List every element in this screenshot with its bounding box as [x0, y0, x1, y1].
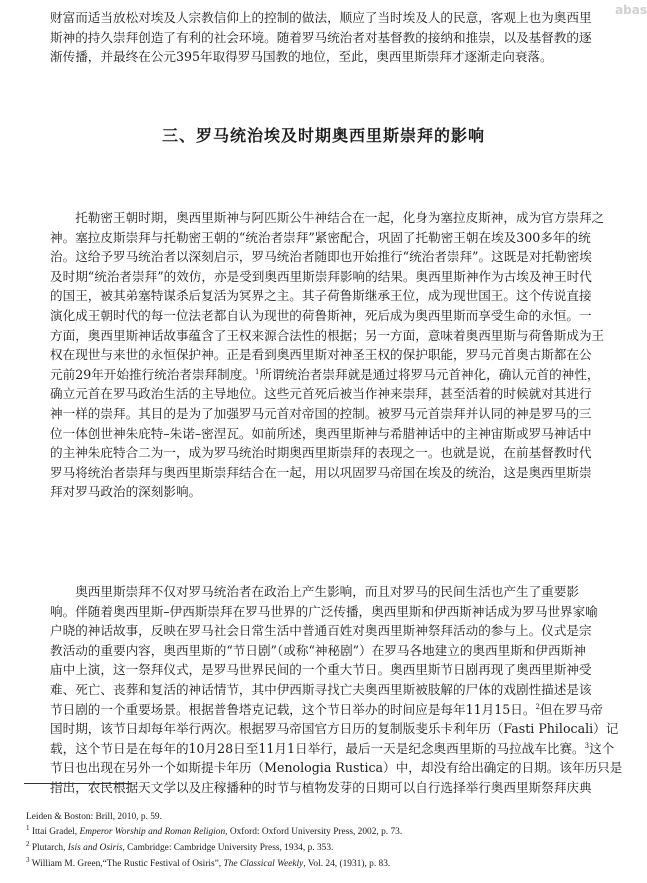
text-line: 节日剧的一个重要场景。根据普鲁塔克记载，这个节日举办的时间应是每年11月15日。$^2$但在罗马帝: [50, 701, 603, 717]
text-line: 拜对罗马政治的深刻影响。: [50, 484, 202, 500]
text-line: 教活动的重要内容，奥西里斯的“节日剧”（或称“神秘剧”）在罗马各地建立的奥西里斯和伊西斯神: [50, 642, 586, 658]
text-line: 罗马将统治者崇拜与奥西里斯崇拜结合在一起，用以巩固罗马帝国在埃及的统治，这是奥西里斯崇: [50, 464, 592, 480]
text-line: 元前29年开始推行统治者崇拜制度。$^1$所谓统治者崇拜就是通过将罗马元首神化，确认元首的神性，: [50, 366, 600, 382]
text-line: 权在现世与来世的永恒保护神。正是看到奥西里斯对神圣王权的保护职能，罗马元首奥古斯都在公: [50, 347, 592, 363]
footnote: $^1$ Ittai Gradel, Emperor Worship and Roman Religion, Oxford: Oxford University Press, 2002, p. 73.: [26, 823, 403, 837]
footnote-reference[interactable]: 1: [254, 367, 260, 376]
text-line: 奥西里斯崇拜不仅对罗马统治者在政治上产生影响，而且对罗马的民间生活也产生了重要影: [50, 584, 579, 599]
footnote-mark: 2: [26, 839, 30, 848]
text-line: 确立元首在罗马政治生活的主导地位。这些元首死后被当作神来崇拜，甚至活着的时候就对其进行: [50, 386, 592, 402]
body-paragraph-1: [50, 208, 624, 502]
text-line: 的主神朱庇特合二为一，成为罗马统治时期奥西里斯崇拜的表现之一。也就是说，在前基督教时代: [50, 445, 592, 461]
intro-paragraph: [50, 8, 624, 67]
footnote-title: Isis and Osiris: [67, 843, 123, 853]
text-line: 治。这给予罗马统治者以深刻启示，罗马统治者随即也开始推行“统治者崇拜”。这既是对托勒密埃: [50, 249, 592, 265]
footnote: $^3$ William M. Green,“The Rustic Festival of Osiris”, The Classical Weekly, Vol. 24, (1931), p. 83.: [26, 855, 391, 869]
footnote: $^2$ Plutarch, Isis and Osiris, Cambridge: Cambridge University Press, 1934, p. 353.: [26, 839, 334, 853]
text-line: 神一样的崇拜。其目的是为了加强罗马元首对帝国的控制。被罗马元首崇拜并认同的神是罗马的三: [50, 405, 592, 421]
text-line: 的国王，被其弟塞特谋杀后复活为冥界之主。其子荷鲁斯继承王位，成为现世国王。这个传说直接: [50, 288, 592, 304]
text-line: 指出，农民根据天文学以及庄稼播种的时节与植物发芽的日期可以自行选择举行奥西里斯祭拜庆典: [50, 779, 592, 795]
watermark: abas: [615, 3, 647, 17]
footnote-reference[interactable]: 3: [584, 741, 590, 750]
text-line: 方面，奥西里斯神话故事蕴含了王权来源合法性的根据；另一方面，意味着奥西里斯与荷鲁斯成为王: [50, 327, 605, 343]
text-line: 载，这个节日是在每年的10月28日至11月1日举行，最后一天是纪念奥西里斯的马拉战车比赛。$^3$这个: [50, 740, 615, 756]
text-line: 托勒密王朝时期，奥西里斯神与阿匹斯公牛神结合在一起，化身为塞拉皮斯神，成为官方崇拜之: [50, 210, 605, 225]
text-line: 难、死亡、丧葬和复活的神话情节，其中伊西斯寻找亡夫奥西里斯被肢解的尸体的戏剧性描述是该: [50, 681, 592, 697]
text-line: 国时期，该节日却每年举行两次。根据罗马帝国官方日历的复制版斐乐卡利年历（Fasti Philocali）记: [50, 721, 619, 737]
text-line: 及时期“统治者崇拜”的效仿，亦是受到奥西里斯崇拜影响的结果。奥西里斯神作为古埃及神王时代: [50, 268, 592, 284]
text-line: 演化成王朝时代的每一位法老都自认为现世的荷鲁斯神，死后成为奥西里斯而享受生命的永恒。一: [50, 307, 592, 323]
footnote-reference[interactable]: 2: [535, 702, 540, 711]
text-line: 位一体创世神朱庇特–朱诺–密涅瓦。如前所述，奥西里斯神与希腊神话中的主神宙斯或罗马神话中: [50, 425, 592, 441]
footnote-divider: [24, 783, 132, 784]
body-paragraph-2: [50, 582, 624, 798]
footnote-title: Emperor Worship and Roman Religion: [79, 827, 226, 837]
text-line: 渐传播，并最终在公元395年取得罗马国教的地位，至此，奥西里斯崇拜才逐渐走向衰落。: [50, 49, 553, 65]
footnote-mark: 3: [26, 855, 30, 864]
text-line: 庙中上演，这一祭拜仪式，是罗马世界民间的一个重大节日。奥西里斯节日剧再现了奥西里斯神受: [50, 662, 592, 678]
footnote-title: The Classical Weekly: [223, 859, 304, 869]
footnote: Leiden & Boston: Brill, 2010, p. 59.: [26, 812, 162, 822]
footnote-mark: 1: [26, 823, 30, 832]
text-line: 斯神的持久崇拜创造了有利的社会环境。随着罗马统治者对基督教的接纳和推崇，以及基督教的逐: [50, 29, 592, 45]
text-line: 户晓的神话故事，反映在罗马社会日常生活中普通百姓对奥西里斯神祭拜活动的参与上。仪式是宗: [50, 623, 592, 639]
text-line: 神。塞拉皮斯崇拜与托勒密王朝的“统治者崇拜”紧密配合，巩固了托勒密王朝在埃及300多年的统: [50, 229, 591, 245]
text-line: 节日也出现在另外一个如斯提卡年历（Menologia Rustica）中，却没有给出确定的日期。该年历只是: [50, 760, 623, 776]
text-line: 财富而适当放松对埃及人宗教信仰上的控制的做法，顺应了当时埃及人的民意，客观上也为奥西里: [50, 10, 592, 25]
text-line: 响。伴随着奥西里斯–伊西斯崇拜在罗马世界的广泛传播，奥西里斯和伊西斯神话成为罗马世界家喻: [50, 603, 598, 619]
section-heading: 三、罗马统治埃及时期奥西里斯崇拜的影响: [161, 126, 485, 145]
